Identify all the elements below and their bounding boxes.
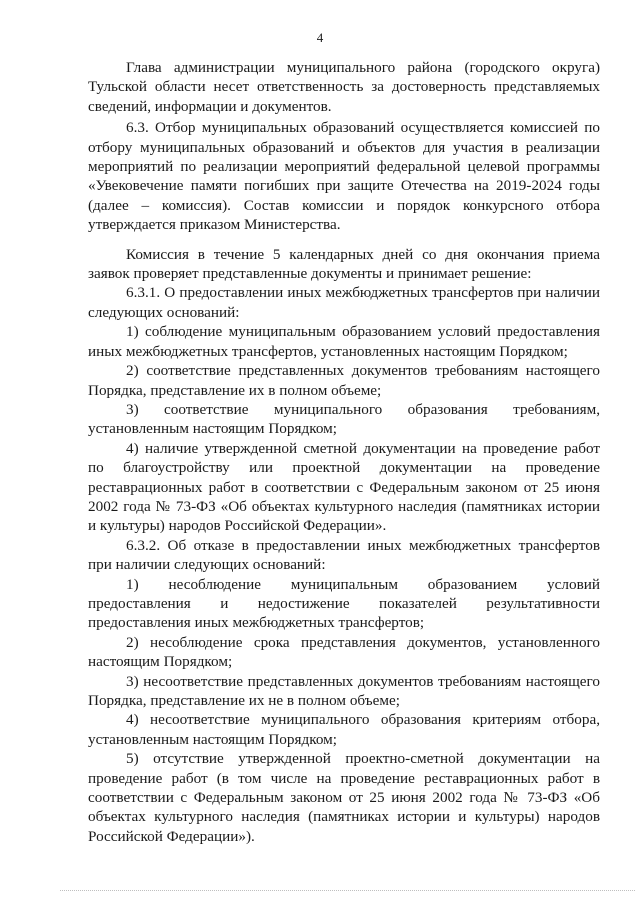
scan-edge-line [60,890,635,891]
list-item-refusal-5: 5) отсутствие утвержденной проектно-сметной документации на проведение работ (в том числе на проведение реставрационных работ в соответствии с Федеральным законом от 25 июня 2002 года № 73-ФЗ «Об объектах культурного наследия (памятниках истории и культуры) народов Российской Федерации»). [88,750,600,845]
list-item-refusal-1: 1) несоблюдение муниципальным образованием условий предоставления и недостижение показателей результативности предоставления иных межбюджетных трансфертов; [88,575,600,632]
list-item-refusal-2: 2) несоблюдение срока представления документов, установленного настоящим Порядком; [88,633,600,671]
list-item-grant-2: 2) соответствие представленных документов требованиям настоящего Порядка, представление их в полном объеме; [88,362,600,399]
list-item-refusal-4: 4) несоответствие муниципального образования критериям отбора, установленным настоящим Порядком; [88,711,600,748]
paragraph-responsibility: Глава администрации муниципального района (городского округа) Тульской области несет ответственность за достоверность представляемых сведений, информации и документов. [88,59,600,115]
page-number: 4 [316,30,324,45]
paragraph-6-3-1: 6.3.1. О предоставлении иных межбюджетных трансфертов при наличии следующих оснований: [88,284,600,321]
list-item-grant-3: 3) соответствие муниципального образования требованиям, установленным настоящим Порядком; [88,400,600,438]
paragraph-6-3-2: 6.3.2. Об отказе в предоставлении иных межбюджетных трансфертов при наличии следующих оснований: [88,536,600,574]
document-body [88,58,600,846]
list-item-grant-1: 1) соблюдение муниципальным образованием условий предоставления иных межбюджетных трансфертов, установленных настоящим Порядком; [88,323,600,360]
list-item-refusal-3: 3) несоответствие представленных документов требованиям настоящего Порядка, представление их не в полном объеме; [88,672,600,709]
list-item-grant-4: 4) наличие утвержденной сметной документации на проведение работ по благоустройству или проектной документации на проведение реставрационных работ в соответствии с Федеральным законом от 25 июня 2002 года № 73-ФЗ «Об объектах культурного наследия (памятниках истории и культуры) народов Российской Федерации». [88,439,600,535]
paragraph-6-3: 6.3. Отбор муниципальных образований осуществляется комиссией по отбору муниципальных образований и объектов для участия в реализации мероприятий по реализации мероприятий федеральной целевой программы «Увековечение памяти погибших при защите Отечества на 2019-2024 годы (далее – комиссия). Состав комиссии и порядок конкурсного отбора утверждается приказом Министерства. [88,119,600,234]
paragraph-commission-decision: Комиссия в течение 5 календарных дней со дня окончания приема заявок проверяет представленные документы и принимает решение: [88,245,600,283]
